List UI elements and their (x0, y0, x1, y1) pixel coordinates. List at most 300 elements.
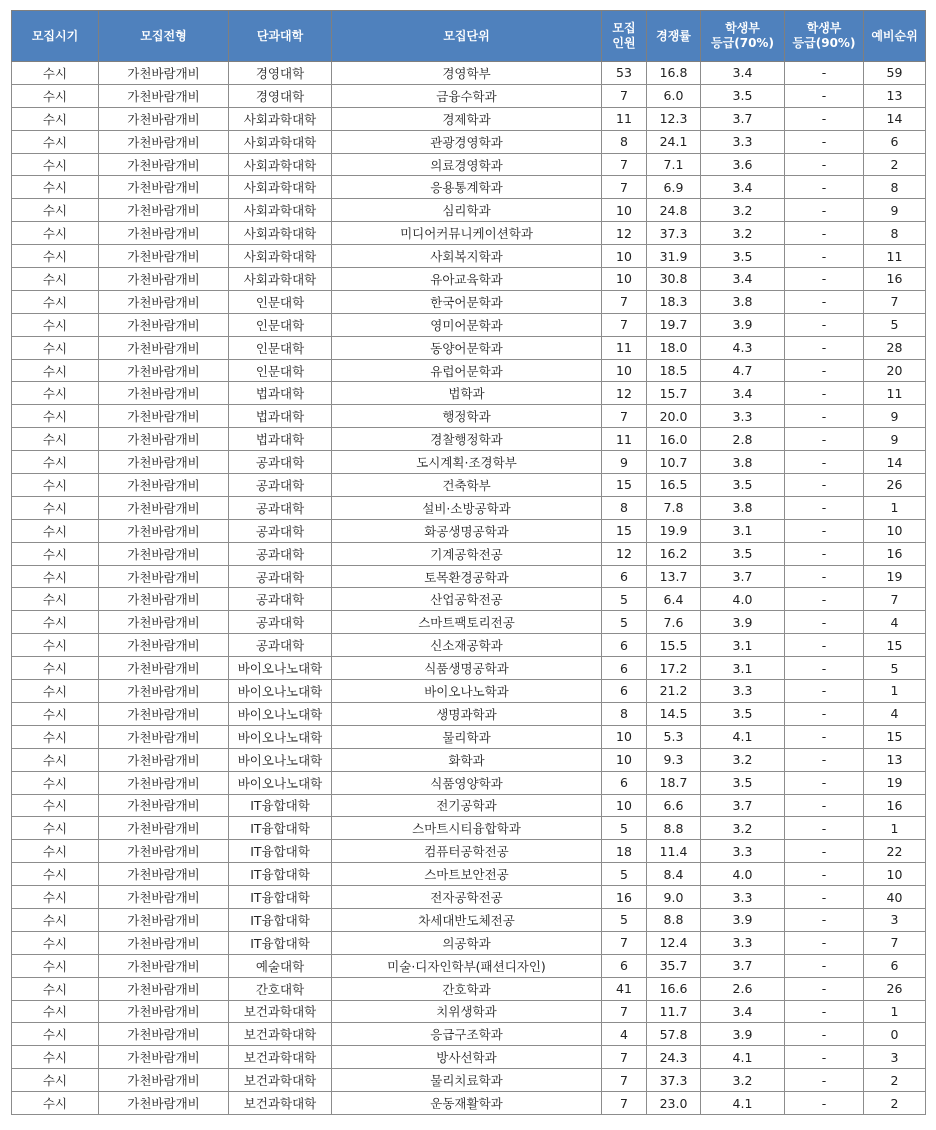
cell-competition-rate: 7.8 (647, 496, 701, 519)
cell-recruit-period: 수시 (12, 382, 99, 405)
cell-admission-type: 가천바람개비 (99, 336, 229, 359)
cell-grade-90: - (785, 153, 864, 176)
cell-grade-70: 3.1 (701, 657, 785, 680)
cell-admission-type: 가천바람개비 (99, 565, 229, 588)
cell-college: 인문대학 (229, 313, 332, 336)
table-row (12, 84, 926, 107)
cell-recruit-period: 수시 (12, 657, 99, 680)
cell-department: 한국어문학과 (332, 290, 602, 313)
cell-college: 사회과학대학 (229, 176, 332, 199)
table-row (12, 1092, 926, 1115)
cell-department: 바이오나노학과 (332, 680, 602, 703)
cell-grade-90: - (785, 1023, 864, 1046)
table-row (12, 886, 926, 909)
cell-competition-rate: 6.0 (647, 84, 701, 107)
cell-waitlist-rank: 2 (864, 153, 926, 176)
cell-competition-rate: 57.8 (647, 1023, 701, 1046)
cell-quota: 11 (602, 428, 647, 451)
cell-quota: 10 (602, 199, 647, 222)
cell-admission-type: 가천바람개비 (99, 1023, 229, 1046)
cell-admission-type: 가천바람개비 (99, 405, 229, 428)
cell-college: 바이오나노대학 (229, 657, 332, 680)
cell-college: 공과대학 (229, 634, 332, 657)
cell-quota: 6 (602, 565, 647, 588)
cell-grade-90: - (785, 931, 864, 954)
cell-grade-90: - (785, 702, 864, 725)
cell-admission-type: 가천바람개비 (99, 908, 229, 931)
cell-waitlist-rank: 40 (864, 886, 926, 909)
cell-waitlist-rank: 3 (864, 1046, 926, 1069)
cell-college: 공과대학 (229, 519, 332, 542)
cell-grade-70: 3.4 (701, 382, 785, 405)
cell-recruit-period: 수시 (12, 954, 99, 977)
cell-quota: 4 (602, 1023, 647, 1046)
cell-recruit-period: 수시 (12, 1000, 99, 1023)
cell-competition-rate: 7.6 (647, 611, 701, 634)
table-row (12, 863, 926, 886)
cell-department: 산업공학전공 (332, 588, 602, 611)
cell-waitlist-rank: 11 (864, 382, 926, 405)
cell-grade-90: - (785, 908, 864, 931)
cell-grade-90: - (785, 794, 864, 817)
cell-grade-70: 3.6 (701, 153, 785, 176)
table-row (12, 794, 926, 817)
cell-waitlist-rank: 15 (864, 725, 926, 748)
table-row (12, 62, 926, 85)
table-row (12, 268, 926, 291)
cell-recruit-period: 수시 (12, 359, 99, 382)
cell-college: 사회과학대학 (229, 222, 332, 245)
cell-grade-90: - (785, 62, 864, 85)
cell-grade-70: 3.3 (701, 931, 785, 954)
cell-department: 운동재활학과 (332, 1092, 602, 1115)
cell-admission-type: 가천바람개비 (99, 382, 229, 405)
cell-competition-rate: 5.3 (647, 725, 701, 748)
cell-waitlist-rank: 5 (864, 657, 926, 680)
cell-recruit-period: 수시 (12, 130, 99, 153)
cell-competition-rate: 18.0 (647, 336, 701, 359)
cell-grade-90: - (785, 771, 864, 794)
cell-competition-rate: 37.3 (647, 222, 701, 245)
cell-competition-rate: 10.7 (647, 451, 701, 474)
cell-quota: 6 (602, 680, 647, 703)
cell-admission-type: 가천바람개비 (99, 1069, 229, 1092)
cell-college: IT융합대학 (229, 886, 332, 909)
table-row (12, 634, 926, 657)
cell-college: 법과대학 (229, 405, 332, 428)
cell-recruit-period: 수시 (12, 176, 99, 199)
cell-college: 경영대학 (229, 62, 332, 85)
cell-grade-70: 3.3 (701, 130, 785, 153)
header-recruit-period: 모집시기 (12, 11, 99, 62)
cell-competition-rate: 6.6 (647, 794, 701, 817)
cell-department: 식품생명공학과 (332, 657, 602, 680)
cell-department: 생명과학과 (332, 702, 602, 725)
cell-grade-90: - (785, 657, 864, 680)
cell-quota: 6 (602, 634, 647, 657)
cell-quota: 7 (602, 405, 647, 428)
table-row (12, 1046, 926, 1069)
cell-admission-type: 가천바람개비 (99, 107, 229, 130)
header-waitlist-rank: 예비순위 (864, 11, 926, 62)
table-row (12, 565, 926, 588)
cell-grade-90: - (785, 336, 864, 359)
cell-admission-type: 가천바람개비 (99, 840, 229, 863)
cell-grade-70: 3.7 (701, 794, 785, 817)
cell-department: 신소재공학과 (332, 634, 602, 657)
cell-recruit-period: 수시 (12, 634, 99, 657)
cell-department: 미디어커뮤니케이션학과 (332, 222, 602, 245)
cell-grade-70: 3.3 (701, 840, 785, 863)
table-row (12, 748, 926, 771)
cell-admission-type: 가천바람개비 (99, 313, 229, 336)
cell-grade-70: 3.4 (701, 268, 785, 291)
cell-quota: 10 (602, 359, 647, 382)
cell-department: 간호학과 (332, 977, 602, 1000)
cell-grade-90: - (785, 863, 864, 886)
cell-department: 물리치료학과 (332, 1069, 602, 1092)
cell-admission-type: 가천바람개비 (99, 62, 229, 85)
cell-grade-70: 2.6 (701, 977, 785, 1000)
cell-competition-rate: 24.1 (647, 130, 701, 153)
cell-competition-rate: 35.7 (647, 954, 701, 977)
cell-competition-rate: 14.5 (647, 702, 701, 725)
table-row (12, 771, 926, 794)
cell-waitlist-rank: 14 (864, 451, 926, 474)
cell-grade-70: 3.2 (701, 1069, 785, 1092)
cell-department: 심리학과 (332, 199, 602, 222)
cell-department: 경찰행정학과 (332, 428, 602, 451)
cell-admission-type: 가천바람개비 (99, 611, 229, 634)
cell-admission-type: 가천바람개비 (99, 588, 229, 611)
cell-quota: 7 (602, 84, 647, 107)
cell-admission-type: 가천바람개비 (99, 794, 229, 817)
cell-admission-type: 가천바람개비 (99, 153, 229, 176)
cell-department: 경영학부 (332, 62, 602, 85)
cell-grade-70: 3.5 (701, 245, 785, 268)
cell-quota: 15 (602, 519, 647, 542)
cell-college: 간호대학 (229, 977, 332, 1000)
cell-grade-90: - (785, 382, 864, 405)
cell-waitlist-rank: 1 (864, 496, 926, 519)
cell-department: 관광경영학과 (332, 130, 602, 153)
cell-recruit-period: 수시 (12, 863, 99, 886)
cell-competition-rate: 12.3 (647, 107, 701, 130)
cell-competition-rate: 6.4 (647, 588, 701, 611)
cell-department: 금융수학과 (332, 84, 602, 107)
cell-college: 사회과학대학 (229, 130, 332, 153)
cell-recruit-period: 수시 (12, 840, 99, 863)
cell-admission-type: 가천바람개비 (99, 748, 229, 771)
cell-department: 컴퓨터공학전공 (332, 840, 602, 863)
cell-grade-70: 4.1 (701, 1092, 785, 1115)
cell-quota: 5 (602, 863, 647, 886)
cell-department: 스마트팩토리전공 (332, 611, 602, 634)
cell-grade-90: - (785, 428, 864, 451)
cell-quota: 10 (602, 268, 647, 291)
cell-competition-rate: 15.7 (647, 382, 701, 405)
cell-quota: 8 (602, 130, 647, 153)
cell-waitlist-rank: 6 (864, 130, 926, 153)
cell-competition-rate: 11.7 (647, 1000, 701, 1023)
cell-competition-rate: 19.9 (647, 519, 701, 542)
table-row (12, 222, 926, 245)
cell-grade-90: - (785, 313, 864, 336)
table-row (12, 405, 926, 428)
table-body (12, 62, 926, 1115)
cell-grade-70: 3.9 (701, 908, 785, 931)
cell-college: 공과대학 (229, 496, 332, 519)
cell-recruit-period: 수시 (12, 565, 99, 588)
cell-grade-70: 4.3 (701, 336, 785, 359)
cell-grade-70: 3.3 (701, 680, 785, 703)
cell-grade-90: - (785, 817, 864, 840)
cell-waitlist-rank: 26 (864, 977, 926, 1000)
cell-waitlist-rank: 9 (864, 428, 926, 451)
cell-grade-90: - (785, 130, 864, 153)
cell-admission-type: 가천바람개비 (99, 931, 229, 954)
cell-recruit-period: 수시 (12, 771, 99, 794)
cell-college: 법과대학 (229, 428, 332, 451)
cell-college: 바이오나노대학 (229, 702, 332, 725)
cell-waitlist-rank: 0 (864, 1023, 926, 1046)
cell-recruit-period: 수시 (12, 588, 99, 611)
table-row (12, 428, 926, 451)
cell-competition-rate: 9.0 (647, 886, 701, 909)
cell-competition-rate: 18.5 (647, 359, 701, 382)
cell-waitlist-rank: 16 (864, 268, 926, 291)
cell-department: 전기공학과 (332, 794, 602, 817)
cell-competition-rate: 15.5 (647, 634, 701, 657)
cell-waitlist-rank: 13 (864, 748, 926, 771)
cell-quota: 7 (602, 290, 647, 313)
cell-grade-90: - (785, 840, 864, 863)
table-row (12, 908, 926, 931)
cell-quota: 10 (602, 748, 647, 771)
cell-quota: 16 (602, 886, 647, 909)
cell-college: 인문대학 (229, 359, 332, 382)
cell-department: 전자공학전공 (332, 886, 602, 909)
cell-quota: 7 (602, 931, 647, 954)
cell-recruit-period: 수시 (12, 199, 99, 222)
cell-waitlist-rank: 10 (864, 519, 926, 542)
admissions-table-container (11, 10, 926, 1115)
cell-college: 바이오나노대학 (229, 748, 332, 771)
cell-grade-70: 3.4 (701, 176, 785, 199)
cell-admission-type: 가천바람개비 (99, 542, 229, 565)
cell-quota: 7 (602, 1046, 647, 1069)
cell-quota: 5 (602, 908, 647, 931)
cell-competition-rate: 16.5 (647, 474, 701, 497)
cell-admission-type: 가천바람개비 (99, 130, 229, 153)
table-row (12, 611, 926, 634)
cell-grade-70: 3.2 (701, 817, 785, 840)
cell-competition-rate: 16.8 (647, 62, 701, 85)
admissions-table (11, 10, 926, 1115)
cell-admission-type: 가천바람개비 (99, 817, 229, 840)
cell-grade-90: - (785, 474, 864, 497)
cell-waitlist-rank: 28 (864, 336, 926, 359)
cell-recruit-period: 수시 (12, 817, 99, 840)
cell-waitlist-rank: 7 (864, 588, 926, 611)
cell-grade-90: - (785, 611, 864, 634)
cell-recruit-period: 수시 (12, 611, 99, 634)
cell-quota: 8 (602, 702, 647, 725)
cell-quota: 11 (602, 336, 647, 359)
cell-admission-type: 가천바람개비 (99, 84, 229, 107)
cell-quota: 10 (602, 725, 647, 748)
cell-grade-70: 4.0 (701, 863, 785, 886)
cell-grade-90: - (785, 451, 864, 474)
cell-college: 인문대학 (229, 290, 332, 313)
cell-department: 유아교육학과 (332, 268, 602, 291)
cell-grade-90: - (785, 176, 864, 199)
cell-college: 사회과학대학 (229, 153, 332, 176)
cell-competition-rate: 12.4 (647, 931, 701, 954)
cell-department: 물리학과 (332, 725, 602, 748)
cell-grade-70: 3.7 (701, 565, 785, 588)
cell-recruit-period: 수시 (12, 405, 99, 428)
cell-quota: 53 (602, 62, 647, 85)
cell-competition-rate: 7.1 (647, 153, 701, 176)
cell-college: IT융합대학 (229, 863, 332, 886)
cell-recruit-period: 수시 (12, 153, 99, 176)
cell-admission-type: 가천바람개비 (99, 886, 229, 909)
cell-quota: 10 (602, 794, 647, 817)
cell-department: 스마트보안전공 (332, 863, 602, 886)
cell-recruit-period: 수시 (12, 725, 99, 748)
cell-college: 보건과학대학 (229, 1069, 332, 1092)
cell-quota: 7 (602, 1069, 647, 1092)
table-row (12, 199, 926, 222)
cell-department: 경제학과 (332, 107, 602, 130)
cell-college: 사회과학대학 (229, 245, 332, 268)
cell-recruit-period: 수시 (12, 268, 99, 291)
cell-recruit-period: 수시 (12, 1023, 99, 1046)
cell-grade-90: - (785, 565, 864, 588)
table-row (12, 588, 926, 611)
cell-quota: 6 (602, 771, 647, 794)
table-row (12, 245, 926, 268)
cell-grade-70: 3.5 (701, 771, 785, 794)
cell-recruit-period: 수시 (12, 886, 99, 909)
cell-department: 유럽어문학과 (332, 359, 602, 382)
cell-admission-type: 가천바람개비 (99, 725, 229, 748)
table-header-row (12, 11, 926, 62)
cell-grade-70: 4.7 (701, 359, 785, 382)
cell-grade-70: 4.0 (701, 588, 785, 611)
cell-college: 사회과학대학 (229, 107, 332, 130)
cell-department: 건축학부 (332, 474, 602, 497)
cell-admission-type: 가천바람개비 (99, 863, 229, 886)
cell-waitlist-rank: 13 (864, 84, 926, 107)
cell-college: 바이오나노대학 (229, 725, 332, 748)
table-row (12, 1023, 926, 1046)
cell-competition-rate: 23.0 (647, 1092, 701, 1115)
cell-waitlist-rank: 19 (864, 771, 926, 794)
cell-college: 공과대학 (229, 451, 332, 474)
cell-department: 사회복지학과 (332, 245, 602, 268)
cell-competition-rate: 24.8 (647, 199, 701, 222)
cell-waitlist-rank: 14 (864, 107, 926, 130)
cell-quota: 15 (602, 474, 647, 497)
cell-college: IT융합대학 (229, 908, 332, 931)
cell-college: 보건과학대학 (229, 1023, 332, 1046)
cell-admission-type: 가천바람개비 (99, 1000, 229, 1023)
table-row (12, 313, 926, 336)
cell-college: 보건과학대학 (229, 1092, 332, 1115)
cell-quota: 12 (602, 382, 647, 405)
cell-recruit-period: 수시 (12, 84, 99, 107)
table-row (12, 977, 926, 1000)
cell-recruit-period: 수시 (12, 496, 99, 519)
cell-college: 공과대학 (229, 565, 332, 588)
cell-department: 치위생학과 (332, 1000, 602, 1023)
cell-quota: 10 (602, 245, 647, 268)
cell-grade-90: - (785, 107, 864, 130)
table-row (12, 725, 926, 748)
cell-admission-type: 가천바람개비 (99, 1046, 229, 1069)
cell-waitlist-rank: 2 (864, 1069, 926, 1092)
table-row (12, 657, 926, 680)
cell-waitlist-rank: 10 (864, 863, 926, 886)
cell-grade-70: 3.8 (701, 451, 785, 474)
cell-admission-type: 가천바람개비 (99, 496, 229, 519)
cell-waitlist-rank: 9 (864, 405, 926, 428)
cell-department: 설비·소방공학과 (332, 496, 602, 519)
cell-department: 차세대반도체전공 (332, 908, 602, 931)
cell-grade-70: 3.8 (701, 496, 785, 519)
cell-recruit-period: 수시 (12, 474, 99, 497)
cell-quota: 7 (602, 1092, 647, 1115)
cell-waitlist-rank: 15 (864, 634, 926, 657)
table-row (12, 130, 926, 153)
cell-waitlist-rank: 1 (864, 1000, 926, 1023)
cell-grade-70: 3.1 (701, 634, 785, 657)
cell-college: 공과대학 (229, 474, 332, 497)
cell-grade-90: - (785, 1046, 864, 1069)
cell-college: IT융합대학 (229, 817, 332, 840)
cell-grade-70: 3.5 (701, 542, 785, 565)
cell-grade-70: 3.4 (701, 1000, 785, 1023)
cell-grade-90: - (785, 222, 864, 245)
cell-recruit-period: 수시 (12, 519, 99, 542)
cell-grade-90: - (785, 405, 864, 428)
cell-department: 도시계획·조경학부 (332, 451, 602, 474)
cell-waitlist-rank: 4 (864, 611, 926, 634)
cell-department: 의료경영학과 (332, 153, 602, 176)
cell-quota: 5 (602, 588, 647, 611)
cell-recruit-period: 수시 (12, 222, 99, 245)
table-row (12, 702, 926, 725)
cell-department: 응급구조학과 (332, 1023, 602, 1046)
cell-college: 공과대학 (229, 588, 332, 611)
cell-grade-70: 4.1 (701, 725, 785, 748)
cell-competition-rate: 37.3 (647, 1069, 701, 1092)
cell-department: 동양어문학과 (332, 336, 602, 359)
header-admission-type: 모집전형 (99, 11, 229, 62)
cell-admission-type: 가천바람개비 (99, 428, 229, 451)
cell-waitlist-rank: 7 (864, 290, 926, 313)
cell-grade-70: 3.3 (701, 405, 785, 428)
cell-grade-90: - (785, 1000, 864, 1023)
cell-admission-type: 가천바람개비 (99, 977, 229, 1000)
cell-waitlist-rank: 16 (864, 794, 926, 817)
cell-competition-rate: 16.2 (647, 542, 701, 565)
cell-grade-70: 4.1 (701, 1046, 785, 1069)
table-row (12, 153, 926, 176)
cell-waitlist-rank: 1 (864, 817, 926, 840)
